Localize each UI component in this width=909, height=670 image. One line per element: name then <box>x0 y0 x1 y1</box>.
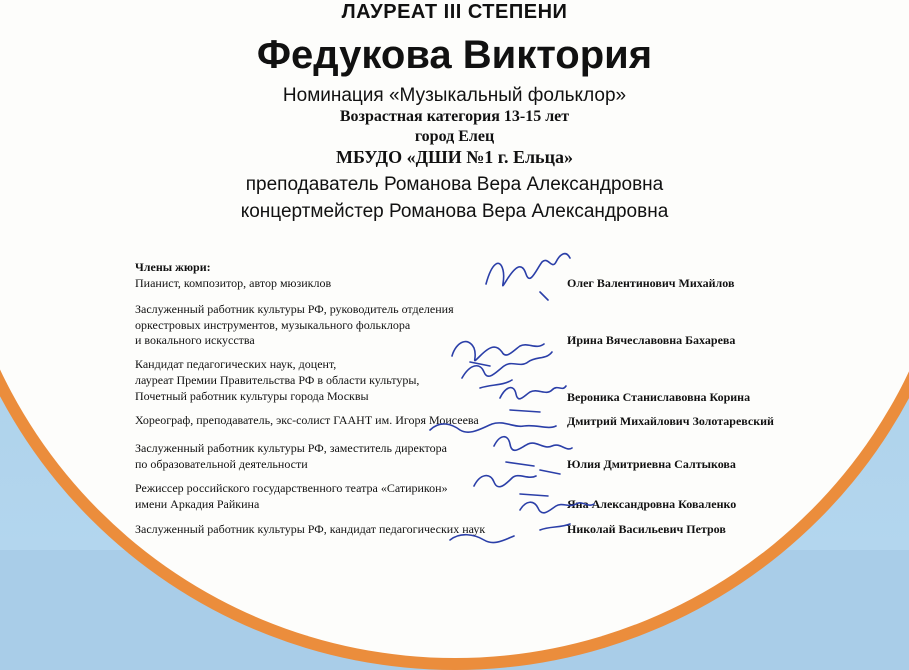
degree-title: ЛАУРЕАТ III СТЕПЕНИ <box>341 1 568 23</box>
jury-member-7-title-line-1: Заслуженный работник культуры РФ, кандидат педагогических наук <box>135 522 486 536</box>
jury-member-2-title-line-2: оркестровых инструментов, музыкального фольклора <box>135 318 411 332</box>
jury-member-2-name: Ирина Вячеславовна Бахарева <box>567 333 736 347</box>
jury-member-3-name: Вероника Станиславовна Корина <box>567 390 751 404</box>
laureate-name: Федукова Виктория <box>256 33 653 77</box>
jury-member-5-title-line-2: по образовательной деятельности <box>135 457 308 471</box>
jury-member-2-title-line-1: Заслуженный работник культуры РФ, руководитель отделения <box>135 302 454 316</box>
jury-member-3-title-line-2: лауреат Премии Правительства РФ в области культуры, <box>135 373 420 387</box>
jury-member-1-title-line-1: Пианист, композитор, автор мюзиклов <box>135 276 332 290</box>
jury-member-5-name: Юлия Дмитриевна Салтыкова <box>567 457 736 471</box>
jury-member-3-title-line-3: Почетный работник культуры города Москвы <box>135 389 369 403</box>
jury-member-5-title-line-1: Заслуженный работник культуры РФ, заместитель директора <box>135 441 447 455</box>
jury-member-2-title-line-3: и вокального искусства <box>135 333 255 347</box>
age-category: Возрастная категория 13-15 лет <box>339 108 570 125</box>
jury-member-6-name: Яна Александровна Коваленко <box>567 497 737 511</box>
jury-member-3-title-line-1: Кандидат педагогических наук, доцент, <box>135 357 337 371</box>
accompanist: концертмейстер Романова Вера Александровна <box>240 201 669 222</box>
jury-title: Члены жюри: <box>135 260 211 274</box>
school: МБУДО «ДШИ №1 г. Ельца» <box>336 147 573 167</box>
nomination: Номинация «Музыкальный фольклор» <box>282 85 627 106</box>
teacher: преподаватель Романова Вера Александровна <box>245 174 664 195</box>
jury-member-4-name: Дмитрий Михайлович Золотаревский <box>567 414 774 428</box>
jury-member-1-name: Олег Валентинович Михайлов <box>567 276 735 290</box>
jury-member-7-name: Николай Васильевич Петров <box>567 522 726 536</box>
jury-member-6-title-line-1: Режиссер российского государственного театра «Сатирикон» <box>135 481 448 495</box>
city: город Елец <box>414 128 495 145</box>
jury-member-4-title-line-1: Хореограф, преподаватель, экс-солист ГААНТ им. Игоря Моисеева <box>135 413 479 427</box>
jury-member-6-title-line-2: имени Аркадия Райкина <box>135 497 260 511</box>
